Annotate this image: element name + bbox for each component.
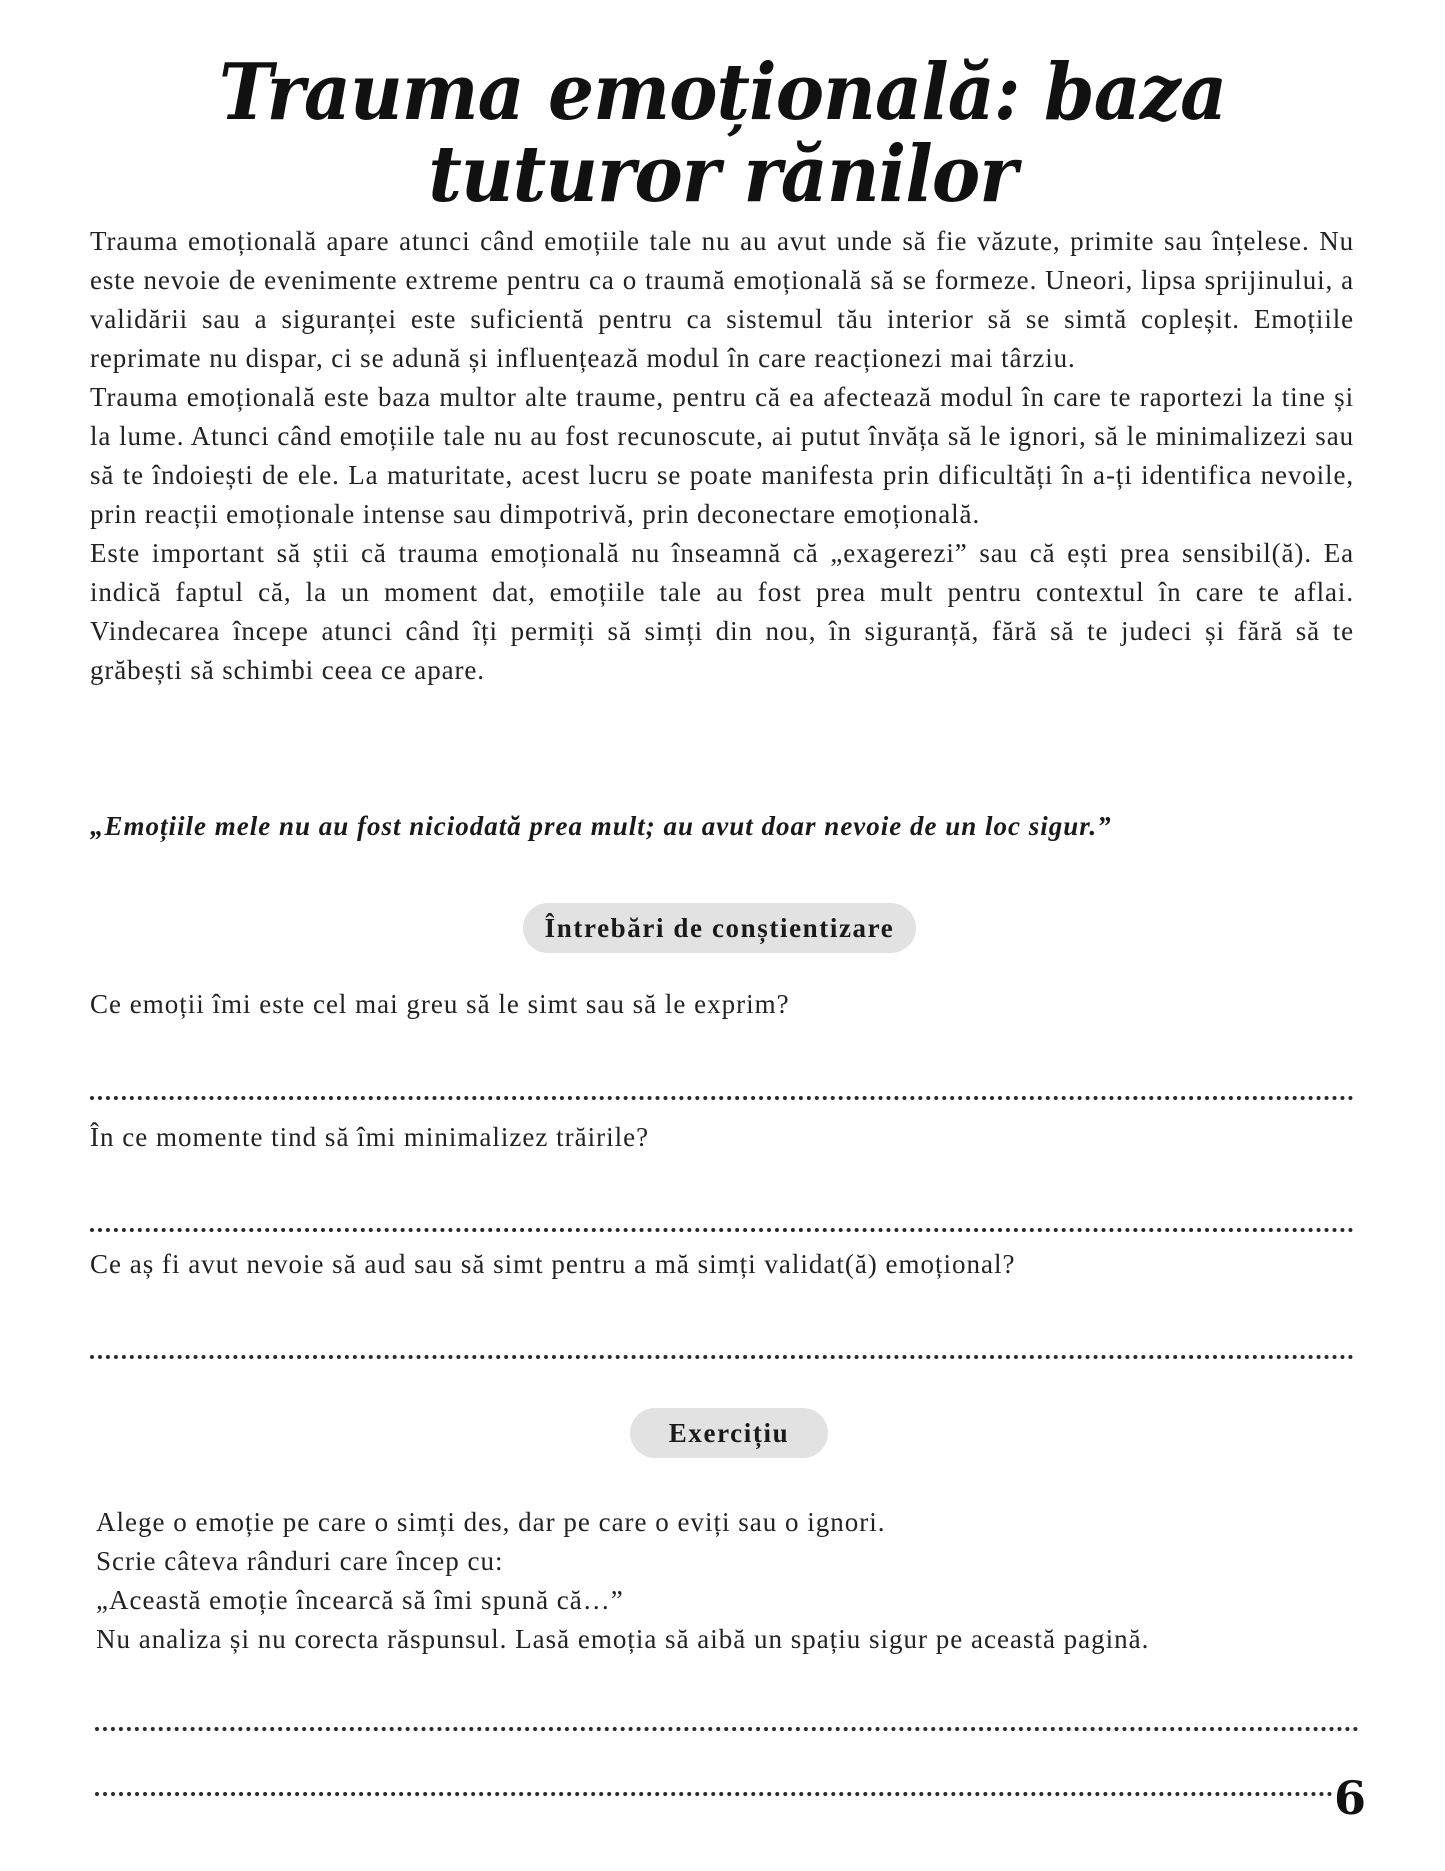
page-title: Trauma emoțională: baza tuturor rănilor [218,47,1227,220]
answer-line[interactable] [95,1727,1359,1731]
exercise-line: Nu analiza și nu corecta răspunsul. Lasă emoția să aibă un spațiu sigur pe această pagină. [96,1624,1150,1654]
awareness-question: Ce aș fi avut nevoie să aud sau să simt pentru a mă simți validat(ă) emoțional? [90,1249,1016,1279]
exercise-line: „Această emoție încearcă să îmi spună că…” [96,1585,624,1615]
intro-paragraph: Trauma emoțională apare atunci când emoțiile tale nu au avut unde să fie văzute, primite sau înțelese. Nu este nevoie de evenimente extreme pentru ca o traumă emoțională să se formeze. Uneori, lipsa sprijinului, a validării sau a siguranței este suficientă pentru ca sistemul tău interior să se simtă copleșit. Emoțiile reprimate nu dispar, ci se adună și influențează modul în care reacționezi mai târziu. [90,226,1354,373]
exercise-heading: Exercițiu [630,1408,828,1458]
affirmation-quote: „Emoțiile mele nu au fost niciodată prea mult; au avut doar nevoie de un loc sigur.” [90,811,1112,841]
intro-text [90,222,1354,690]
answer-line[interactable] [90,1096,1354,1100]
answer-line[interactable] [90,1228,1354,1232]
exercise-instructions [96,1503,1356,1659]
answer-line[interactable] [90,1355,1354,1359]
intro-paragraph: Este important să știi că trauma emoțională nu înseamnă că „exagerezi” sau că ești prea sensibil(ă). Ea indică faptul că, la un moment dat, emoțiile tale au fost prea mult pentru contextul în care te aflai. Vindecarea începe atunci când îți permiți să simți din nou, în siguranță, fără să te judeci și fără să te grăbești să schimbi ceea ce apare. [90,538,1354,685]
awareness-questions-heading: Întrebări de conștientizare [523,903,916,953]
awareness-question: Ce emoții îmi este cel mai greu să le simt sau să le exprim? [90,989,790,1019]
exercise-line: Scrie câteva rânduri care încep cu: [96,1546,504,1576]
answer-line[interactable] [95,1792,1333,1796]
page-number: 6 [1333,1771,1366,1825]
awareness-question: În ce momente tind să îmi minimalizez trăirile? [90,1122,650,1152]
intro-paragraph: Trauma emoțională este baza multor alte traume, pentru că ea afectează modul în care te raportezi la tine și la lume. Atunci când emoțiile tale nu au fost recunoscute, ai putut învăța să le ignori, să le minimalizezi sau să te îndoiești de ele. La maturitate, acest lucru se poate manifesta prin dificultăți în a-ți identifica nevoile, prin reacții emoționale intense sau dimpotrivă, prin deconectare emoțională. [90,382,1354,529]
exercise-line: Alege o emoție pe care o simți des, dar pe care o eviți sau o ignori. [96,1507,886,1537]
